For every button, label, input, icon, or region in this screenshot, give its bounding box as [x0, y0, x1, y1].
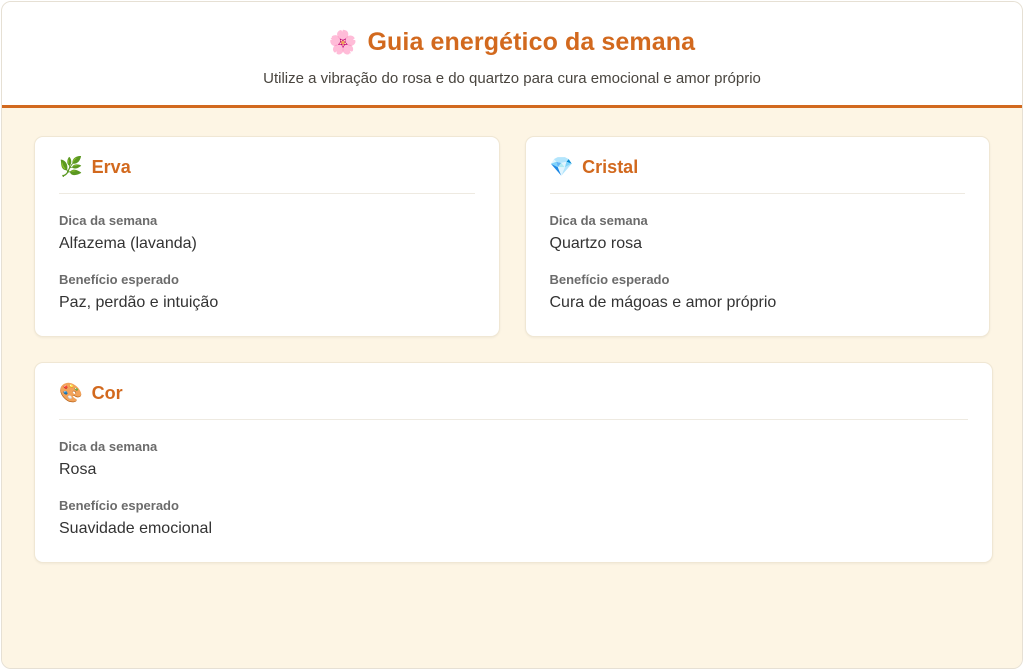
field-tip: [59, 213, 475, 253]
card-title: Erva: [91, 157, 131, 177]
page-subtitle: Utilize a vibração do rosa e do quartzo para cura emocional e amor próprio: [263, 70, 761, 87]
field-benefit: [59, 272, 475, 312]
field-label-tip: Dica da semana: [549, 213, 648, 228]
page-header: [2, 2, 1022, 108]
palette-icon: 🎨: [59, 383, 83, 404]
field-tip: [59, 439, 968, 479]
cards-row-top: [34, 136, 990, 337]
card-header: [550, 157, 966, 194]
card-title: Cor: [91, 383, 123, 403]
field-benefit: [550, 272, 966, 312]
field-value-benefit: Suavidade emocional: [59, 520, 212, 537]
card-header: [59, 157, 475, 194]
herb-icon: 🌿: [59, 157, 83, 178]
field-value-benefit: Cura de mágoas e amor próprio: [549, 294, 777, 311]
field-value-tip: Alfazema (lavanda): [59, 235, 197, 252]
card-cor: [34, 362, 993, 563]
card-cristal: [525, 136, 991, 337]
gem-icon: 💎: [549, 157, 574, 178]
card-title: Cristal: [582, 157, 639, 177]
cherry-blossom-icon: 🌸: [328, 29, 358, 55]
field-value-benefit: Paz, perdão e intuição: [59, 294, 219, 311]
page-title: Guia energético da semana: [367, 28, 696, 56]
field-value-tip: Rosa: [59, 461, 97, 478]
guide-frame: [1, 1, 1023, 669]
field-benefit: [59, 498, 968, 538]
field-label-tip: Dica da semana: [59, 439, 158, 454]
card-erva: [34, 136, 500, 337]
field-label-benefit: Benefício esperado: [59, 272, 179, 287]
title-row: [22, 28, 1002, 57]
field-tip: [550, 213, 966, 253]
card-header: [59, 383, 968, 420]
field-label-tip: Dica da semana: [59, 213, 158, 228]
field-label-benefit: Benefício esperado: [549, 272, 670, 287]
field-label-benefit: Benefício esperado: [59, 498, 179, 513]
page-body: [2, 108, 1022, 668]
field-value-tip: Quartzo rosa: [549, 235, 642, 252]
